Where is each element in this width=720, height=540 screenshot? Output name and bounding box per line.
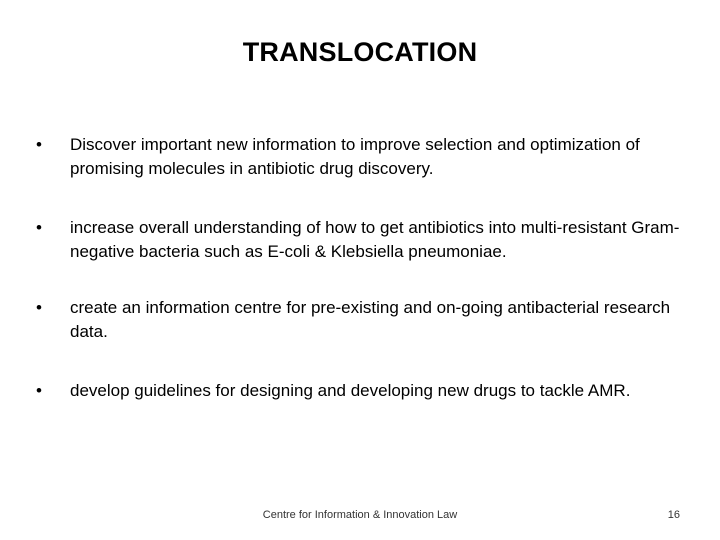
bullet-text: create an information centre for pre-existing and on-going antibacterial research data. [70, 298, 671, 341]
slide-page-number: 16 [667, 509, 680, 521]
bullet-item-increase-understanding [36, 216, 696, 264]
slide-footer: Centre for Information & Innovation Law [262, 509, 458, 521]
bullet-text: Discover important new information to improve selection and optimization of promising molecules in antibiotic drug discovery. [70, 135, 640, 178]
bullet-item-information-centre [36, 296, 696, 344]
bullet-text: develop guidelines for designing and developing new drugs to tackle AMR. [70, 381, 631, 400]
slide-title: TRANSLOCATION [242, 37, 478, 67]
bullet-text: increase overall understanding of how to get antibiotics into multi-resistant Gram-negative bacteria such as E-coli & Klebsiella pneumoniae. [70, 218, 680, 261]
bullet-item-develop-guidelines [36, 379, 696, 403]
bullet-marker: • [36, 298, 42, 317]
bullet-marker: • [36, 135, 42, 154]
bullet-item-discover-information [36, 133, 696, 181]
bullet-marker: • [36, 381, 42, 400]
bullet-marker: • [36, 218, 42, 237]
